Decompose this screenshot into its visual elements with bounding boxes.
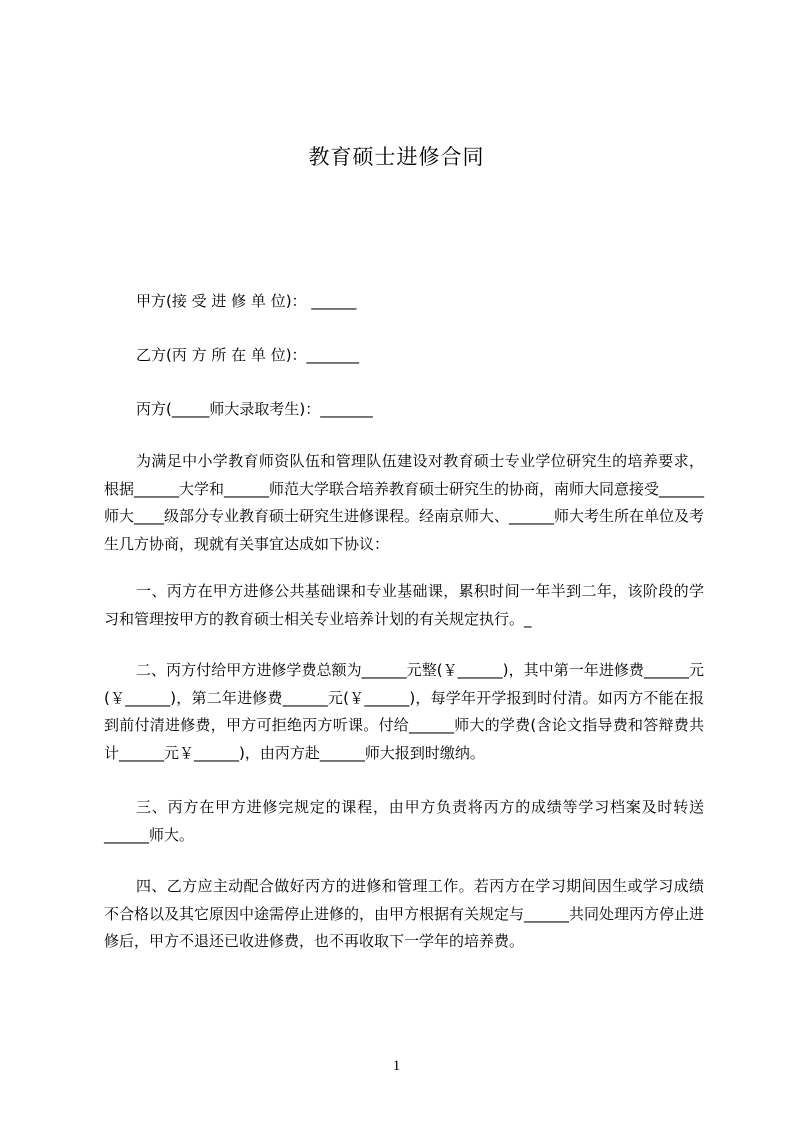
clause-4-paragraph: 四、乙方应主动配合做好丙方的进修和管理工作。若丙方在学习期间因生或学习成绩不合格以及其它原因中途需停止进修的，由甲方根据有关规定与______共同处理丙方停止进修后，甲方不退还已收进修费，也不再收取下一学年的培养费。 [104,877,705,950]
clause-3-paragraph: 三、丙方在甲方进修完规定的课程，由甲方负责将丙方的成绩等学习档案及时转送______师大。 [104,798,704,844]
party-a-line: 甲方(接 受 进 修 单 位)： ______ [136,292,357,310]
party-c-line: 丙方(_____师大录取考生)：_______ [136,400,373,418]
preamble-paragraph: 为满足中小学教育师资队伍和管理队伍建设对教育硕士专业学位研究生的培养要求，根据______大学和______师范大学联合培养教育硕士研究生的协商，南师大同意接受______师大____级部分专业教育硕士研究生进修课程。经南京师大、______师大考生所在单位及考生几方协商，现就有关事宜达成如下协议： [104,452,705,553]
clause-1-paragraph: 一、丙方在甲方进修公共基础课和专业基础课，累积时间一年半到二年，该阶段的学习和管理按甲方的教育硕士相关专业培养计划的有关规定执行。_ [104,582,704,628]
document-title: 教育硕士进修合同 [308,145,485,169]
page-number: 1 [392,1058,401,1074]
party-b-line: 乙方(丙 方 所 在 单 位)：_______ [136,346,360,364]
clause-2-paragraph: 二、丙方付给甲方进修学费总额为______元整(￥______)，其中第一年进修费______元(￥______)，第二年进修费______元(￥______)，每学年开学报到时付清。如丙方不能在报到前付清进修费，甲方可拒绝丙方听课。付给______师大的学费(含论文指导费和答辩费共计______元￥______)，由丙方赴______师大报到时缴纳。 [104,661,704,762]
